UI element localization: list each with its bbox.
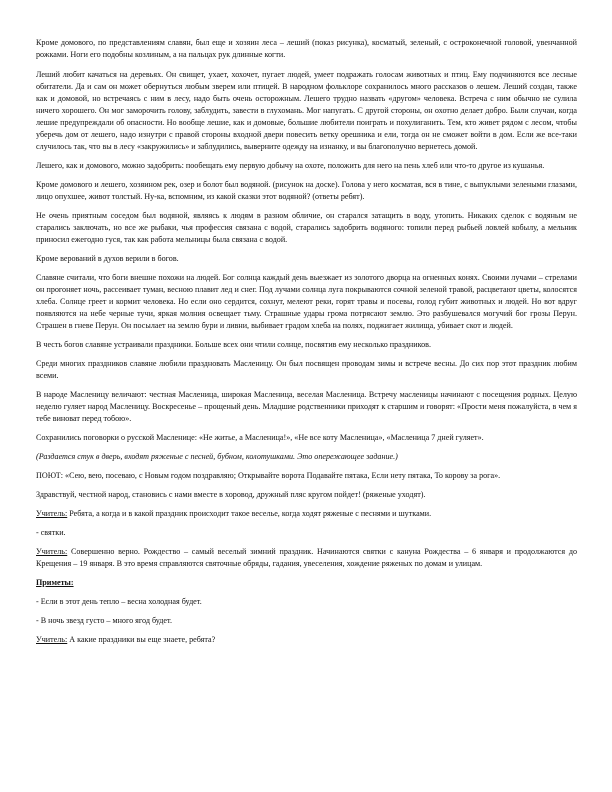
- paragraph-leshy-appease: Лешего, как и домового, можно задобрить: пообещать ему первую добычу на охоте, положить для него на пень хлеб или что-то другое из кушанья.: [36, 161, 545, 170]
- paragraph-stage-direction: (Раздается стук в дверь, входят ряженые с песней, бубном, колотушками. Это опережающее задание.): [36, 452, 398, 461]
- teacher-text: Совершенно верно. Рождество – самый веселый зимний праздник. Начинаются святки с кануна Рождества – 6 января и продолжаются до Крещения – 19 января. В это время справляются святочные обряды, гадания, увеселения, хождение ряженых по домам и улицам.: [36, 547, 577, 568]
- paragraph-leshy-intro: Кроме домового, по представлениям славян, был еще и хозяин леса – леший (показ рисунка), косматый, зеленый, с остроконечной головой, увенчанной рожками. Ноги его подобны козлиным, а на пальцах рук длинные когти.: [36, 38, 577, 59]
- paragraph-sayings: Сохранились поговорки о русской Масленице: «Не житье, а Масленица!», «Не все коту Масленица», «Масленица 7 дней гуляет».: [36, 433, 484, 442]
- paragraph-vodyanoy-intro: Кроме домового и лешего, хозяином рек, озер и болот был водяной. (рисунок на доске). Голова у него косматая, вся в тине, с выпуклыми зелеными глазами, лицо опухшее, живот толстый. Ну-ка, вспомним, из какой сказки этот водяной? (ответы ребят).: [36, 180, 577, 201]
- teacher-label: Учитель:: [36, 635, 68, 644]
- document-page: [36, 37, 577, 646]
- paragraph-greeting: Здравствуй, честной народ, становись с нами вместе в хоровод, дружный пляс кругом пойдет! (ряженые уходят).: [36, 490, 426, 499]
- teacher-text: А какие праздники вы еще знаете, ребята?: [67, 635, 216, 644]
- paragraph-answer: - святки.: [36, 528, 66, 537]
- omens-heading: Приметы:: [36, 578, 74, 587]
- omen-item: - Если в этот день тепло – весна холодная будет.: [36, 597, 202, 606]
- teacher-label: Учитель:: [36, 509, 68, 518]
- paragraph-maslenitsa-names: В народе Масленицу величают: честная Масленица, широкая Масленица, веселая Масленица. Встречу масленицы начинают с посещения родных. Целую неделю гуляет народ Масленицу. Воскресенье – прощеный день. Младшие родственники приходят к старшим и говорят: «Прости меня пожалуйста, в чем я тебе виноват перед тобою».: [36, 390, 577, 423]
- paragraph-maslenitsa: Среди многих праздников славяне любили праздновать Масленицу. Он был посвящен проводам зимы и встрече весны. До сих пор этот праздник любим всеми.: [36, 359, 577, 380]
- paragraph-teacher-christmas: [36, 546, 577, 570]
- paragraph-sun-god: Славяне считали, что боги внешне похожи на людей. Бог солнца каждый день выезжает из золотого дворца на огненных конях. Своими лучами – стрелами он прогоняет ночь, рассеивает туман, весною плавит лед и снег. Под лучами солнца луга покрываются сочной зеленой травой, расцветают цветы, колосятся хлеба. Солнце греет и кормит человека. Но если оно сердится, сохнут, мелеют реки, горят травы и посевы, голод губит животных и людей. Но вот вдруг появляются на небе черные тучи, яркая молния освещает тьму. Страшные удары грома потрясают землю. Это разбушевался могучий бог грозы Перун. Страшен в гневе Перун. Он посылает на землю бури и ливни, выбивает градом хлеба на полях, поджигает жилища, убивает скот и людей.: [36, 273, 577, 330]
- teacher-label: Учитель:: [36, 547, 68, 556]
- paragraph-leshy-behavior: Леший любит качаться на деревьях. Он свищет, ухает, хохочет, пугает людей, умеет подражать голосам животных и птиц. Ему подчиняются все лесные обитатели. Да и сам он может обернуться любым зверем или птицей. В народном фольклоре сохранилось много рассказов о лешем. Леший создан, также как и домовой, но встречаясь с ним в лесу, надо быть очень осторожным. Лешего трудно назвать «другом» человека. Встреча с ним обычно не сулила ничего хорошего. Он мог заморочить голову, заблудить, завести в глухомань. Мог напугать. С другой стороны, он охотно делает добро. Были случаи, когда лешие предупреждали об опасности. Но вообще лешие, как и домовые, большие любители поиграть и похулиганить. Тем, кто живет рядом с лесом, чтобы уберечь дом от лешего, надо изнутри с правой стороны входной двери повесить ветку орешника и ели, тогда он не сможет войти в дом. Если же все-таки случилось так, что вы в лесу «закружились» и заблудились, выверните одежду на изнанку, и вы благополучно вернетесь домой.: [36, 70, 577, 151]
- teacher-text: Ребята, а когда и в какой праздник происходит такое веселье, когда ходят ряженые с песнями и шутками.: [67, 509, 432, 518]
- paragraph-holidays: В честь богов славяне устраивали праздники. Больше всех они чтили солнце, посвятив ему несколько праздников.: [36, 340, 431, 349]
- paragraph-gods-intro: Кроме верований в духов верили в богов.: [36, 254, 179, 263]
- paragraph-vodyanoy-neighbor: Не очень приятным соседом был водяной, являясь к людям в разном обличие, он старался затащить в воду, утопить. Никаких сделок с водяным не старались заключать, но все же рыбаки, чья профессия связана с водой, старались задобрить водяного: топили перед рыбьей ловлей кобылу, а мельник приносил ежегодно гуся, так как работа мельницы была связана с водой.: [36, 211, 577, 244]
- paragraph-teacher-final: [36, 634, 577, 646]
- paragraph-song: ПОЮТ: «Сею, вею, посеваю, с Новым годом поздравляю; Открывайте ворота Подавайте пятака, Если нету пятака, То корову за рога».: [36, 471, 501, 480]
- paragraph-teacher-question: [36, 508, 577, 520]
- omen-item: - В ночь звезд густо – много ягод будет.: [36, 616, 172, 625]
